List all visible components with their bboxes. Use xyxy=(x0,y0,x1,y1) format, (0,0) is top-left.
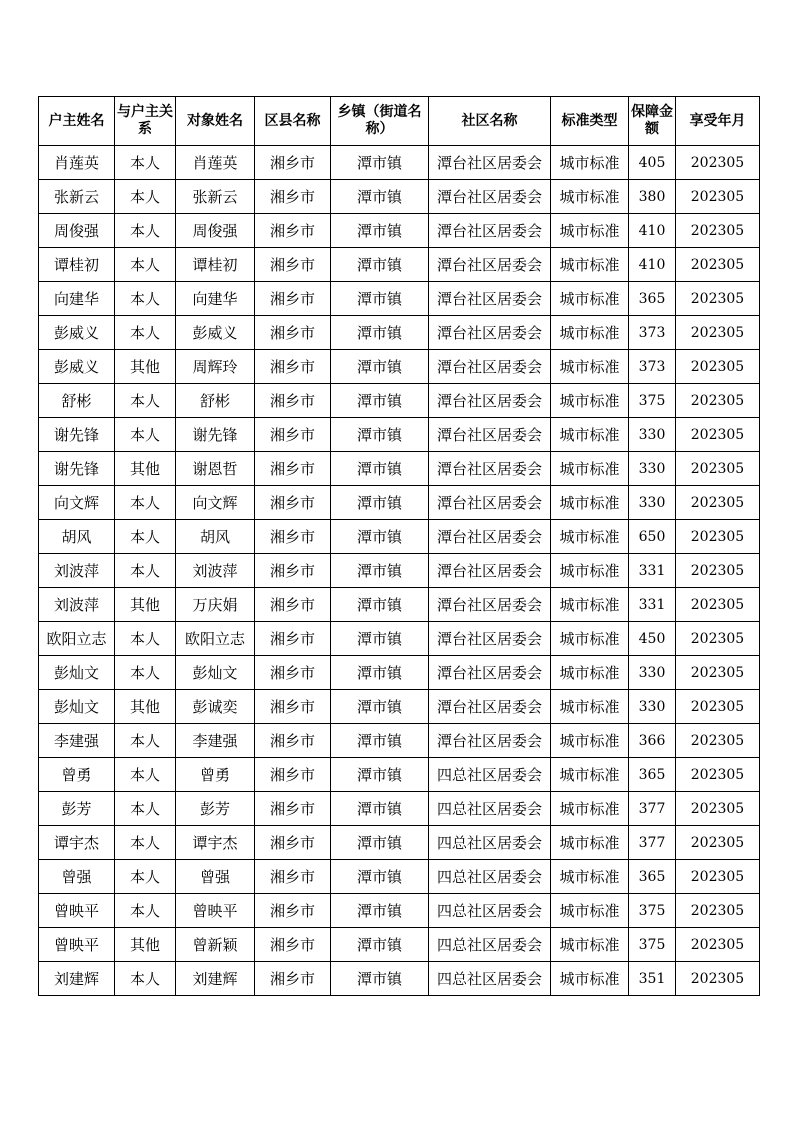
table-row xyxy=(39,418,760,452)
cell-community: 潭台社区居委会 xyxy=(429,282,551,316)
cell-recipient-name: 曾勇 xyxy=(176,758,255,792)
cell-amount: 410 xyxy=(629,248,676,282)
cell-standard-type: 城市标准 xyxy=(551,622,629,656)
cell-recipient-name: 周俊强 xyxy=(176,214,255,248)
table-row xyxy=(39,554,760,588)
cell-community: 潭台社区居委会 xyxy=(429,520,551,554)
cell-standard-type: 城市标准 xyxy=(551,384,629,418)
cell-amount: 331 xyxy=(629,588,676,622)
cell-standard-type: 城市标准 xyxy=(551,180,629,214)
cell-relation: 本人 xyxy=(115,146,176,180)
table-row xyxy=(39,792,760,826)
table-row xyxy=(39,758,760,792)
cell-standard-type: 城市标准 xyxy=(551,894,629,928)
cell-standard-type: 城市标准 xyxy=(551,554,629,588)
cell-standard-type: 城市标准 xyxy=(551,962,629,996)
cell-householder-name: 刘波萍 xyxy=(39,554,115,588)
cell-period: 202305 xyxy=(676,180,760,214)
cell-recipient-name: 彭诚奕 xyxy=(176,690,255,724)
cell-householder-name: 曾勇 xyxy=(39,758,115,792)
cell-relation: 其他 xyxy=(115,690,176,724)
cell-recipient-name: 刘波萍 xyxy=(176,554,255,588)
table-row xyxy=(39,214,760,248)
cell-standard-type: 城市标准 xyxy=(551,316,629,350)
cell-standard-type: 城市标准 xyxy=(551,928,629,962)
table-row xyxy=(39,860,760,894)
cell-standard-type: 城市标准 xyxy=(551,690,629,724)
cell-standard-type: 城市标准 xyxy=(551,214,629,248)
table-row xyxy=(39,520,760,554)
cell-amount: 373 xyxy=(629,316,676,350)
cell-standard-type: 城市标准 xyxy=(551,282,629,316)
cell-county: 湘乡市 xyxy=(255,656,331,690)
cell-community: 四总社区居委会 xyxy=(429,860,551,894)
table-row xyxy=(39,690,760,724)
cell-amount: 331 xyxy=(629,554,676,588)
cell-township: 潭市镇 xyxy=(331,724,429,758)
cell-recipient-name: 谢先锋 xyxy=(176,418,255,452)
cell-community: 四总社区居委会 xyxy=(429,962,551,996)
cell-relation: 本人 xyxy=(115,554,176,588)
cell-period: 202305 xyxy=(676,146,760,180)
table-row xyxy=(39,282,760,316)
header-community: 社区名称 xyxy=(429,97,551,146)
table-row xyxy=(39,656,760,690)
cell-householder-name: 谢先锋 xyxy=(39,418,115,452)
cell-period: 202305 xyxy=(676,452,760,486)
cell-county: 湘乡市 xyxy=(255,724,331,758)
cell-householder-name: 向建华 xyxy=(39,282,115,316)
cell-householder-name: 向文辉 xyxy=(39,486,115,520)
header-amount: 保障金额 xyxy=(629,97,676,146)
cell-recipient-name: 肖莲英 xyxy=(176,146,255,180)
header-township: 乡镇（街道名称） xyxy=(331,97,429,146)
cell-standard-type: 城市标准 xyxy=(551,452,629,486)
table-row xyxy=(39,724,760,758)
cell-recipient-name: 曾新颖 xyxy=(176,928,255,962)
cell-county: 湘乡市 xyxy=(255,180,331,214)
table-row xyxy=(39,180,760,214)
cell-householder-name: 谢先锋 xyxy=(39,452,115,486)
cell-county: 湘乡市 xyxy=(255,962,331,996)
cell-relation: 本人 xyxy=(115,418,176,452)
cell-period: 202305 xyxy=(676,384,760,418)
cell-township: 潭市镇 xyxy=(331,690,429,724)
cell-recipient-name: 曾映平 xyxy=(176,894,255,928)
cell-community: 潭台社区居委会 xyxy=(429,180,551,214)
cell-relation: 本人 xyxy=(115,180,176,214)
cell-amount: 373 xyxy=(629,350,676,384)
cell-householder-name: 彭威义 xyxy=(39,316,115,350)
header-county: 区县名称 xyxy=(255,97,331,146)
cell-standard-type: 城市标准 xyxy=(551,418,629,452)
cell-amount: 365 xyxy=(629,758,676,792)
cell-relation: 本人 xyxy=(115,724,176,758)
cell-recipient-name: 谭宇杰 xyxy=(176,826,255,860)
cell-period: 202305 xyxy=(676,894,760,928)
cell-relation: 本人 xyxy=(115,486,176,520)
cell-community: 潭台社区居委会 xyxy=(429,486,551,520)
cell-standard-type: 城市标准 xyxy=(551,486,629,520)
cell-county: 湘乡市 xyxy=(255,214,331,248)
cell-community: 潭台社区居委会 xyxy=(429,214,551,248)
table-row xyxy=(39,826,760,860)
header-standard-type: 标准类型 xyxy=(551,97,629,146)
cell-period: 202305 xyxy=(676,826,760,860)
cell-relation: 本人 xyxy=(115,282,176,316)
cell-standard-type: 城市标准 xyxy=(551,656,629,690)
cell-householder-name: 肖莲英 xyxy=(39,146,115,180)
cell-community: 四总社区居委会 xyxy=(429,792,551,826)
cell-period: 202305 xyxy=(676,962,760,996)
cell-amount: 330 xyxy=(629,690,676,724)
cell-period: 202305 xyxy=(676,214,760,248)
cell-householder-name: 胡风 xyxy=(39,520,115,554)
cell-householder-name: 舒彬 xyxy=(39,384,115,418)
cell-recipient-name: 彭灿文 xyxy=(176,656,255,690)
cell-householder-name: 周俊强 xyxy=(39,214,115,248)
cell-householder-name: 刘建辉 xyxy=(39,962,115,996)
cell-period: 202305 xyxy=(676,690,760,724)
cell-standard-type: 城市标准 xyxy=(551,520,629,554)
cell-amount: 377 xyxy=(629,826,676,860)
cell-community: 潭台社区居委会 xyxy=(429,146,551,180)
cell-recipient-name: 张新云 xyxy=(176,180,255,214)
cell-relation: 本人 xyxy=(115,520,176,554)
cell-period: 202305 xyxy=(676,248,760,282)
cell-householder-name: 欧阳立志 xyxy=(39,622,115,656)
cell-period: 202305 xyxy=(676,724,760,758)
cell-recipient-name: 向建华 xyxy=(176,282,255,316)
cell-township: 潭市镇 xyxy=(331,758,429,792)
cell-standard-type: 城市标准 xyxy=(551,724,629,758)
cell-county: 湘乡市 xyxy=(255,928,331,962)
cell-relation: 其他 xyxy=(115,928,176,962)
table-row xyxy=(39,350,760,384)
cell-relation: 本人 xyxy=(115,316,176,350)
header-row xyxy=(39,97,760,146)
cell-township: 潭市镇 xyxy=(331,384,429,418)
cell-amount: 380 xyxy=(629,180,676,214)
cell-community: 潭台社区居委会 xyxy=(429,588,551,622)
cell-householder-name: 张新云 xyxy=(39,180,115,214)
cell-relation: 本人 xyxy=(115,860,176,894)
cell-community: 潭台社区居委会 xyxy=(429,690,551,724)
header-period: 享受年月 xyxy=(676,97,760,146)
cell-county: 湘乡市 xyxy=(255,146,331,180)
cell-township: 潭市镇 xyxy=(331,486,429,520)
cell-recipient-name: 彭芳 xyxy=(176,792,255,826)
cell-community: 潭台社区居委会 xyxy=(429,316,551,350)
cell-householder-name: 曾映平 xyxy=(39,894,115,928)
cell-county: 湘乡市 xyxy=(255,622,331,656)
cell-standard-type: 城市标准 xyxy=(551,792,629,826)
cell-standard-type: 城市标准 xyxy=(551,350,629,384)
cell-county: 湘乡市 xyxy=(255,894,331,928)
table-row xyxy=(39,146,760,180)
cell-community: 潭台社区居委会 xyxy=(429,248,551,282)
cell-township: 潭市镇 xyxy=(331,962,429,996)
cell-amount: 375 xyxy=(629,928,676,962)
cell-township: 潭市镇 xyxy=(331,418,429,452)
table-row xyxy=(39,894,760,928)
cell-township: 潭市镇 xyxy=(331,520,429,554)
cell-amount: 410 xyxy=(629,214,676,248)
cell-householder-name: 彭灿文 xyxy=(39,656,115,690)
table-row xyxy=(39,962,760,996)
cell-amount: 405 xyxy=(629,146,676,180)
cell-recipient-name: 舒彬 xyxy=(176,384,255,418)
cell-period: 202305 xyxy=(676,758,760,792)
cell-county: 湘乡市 xyxy=(255,350,331,384)
cell-standard-type: 城市标准 xyxy=(551,826,629,860)
cell-amount: 365 xyxy=(629,282,676,316)
cell-householder-name: 谭桂初 xyxy=(39,248,115,282)
cell-county: 湘乡市 xyxy=(255,282,331,316)
cell-householder-name: 彭芳 xyxy=(39,792,115,826)
cell-recipient-name: 欧阳立志 xyxy=(176,622,255,656)
cell-amount: 450 xyxy=(629,622,676,656)
cell-community: 潭台社区居委会 xyxy=(429,418,551,452)
cell-township: 潭市镇 xyxy=(331,792,429,826)
cell-county: 湘乡市 xyxy=(255,452,331,486)
cell-amount: 351 xyxy=(629,962,676,996)
cell-county: 湘乡市 xyxy=(255,588,331,622)
cell-period: 202305 xyxy=(676,520,760,554)
cell-amount: 330 xyxy=(629,452,676,486)
cell-amount: 330 xyxy=(629,486,676,520)
cell-community: 四总社区居委会 xyxy=(429,758,551,792)
cell-standard-type: 城市标准 xyxy=(551,146,629,180)
cell-township: 潭市镇 xyxy=(331,656,429,690)
cell-period: 202305 xyxy=(676,282,760,316)
cell-community: 潭台社区居委会 xyxy=(429,622,551,656)
cell-township: 潭市镇 xyxy=(331,282,429,316)
table-row xyxy=(39,384,760,418)
cell-householder-name: 曾强 xyxy=(39,860,115,894)
cell-amount: 650 xyxy=(629,520,676,554)
header-relation: 与户主关系 xyxy=(115,97,176,146)
cell-township: 潭市镇 xyxy=(331,860,429,894)
cell-relation: 本人 xyxy=(115,792,176,826)
cell-relation: 本人 xyxy=(115,622,176,656)
cell-community: 潭台社区居委会 xyxy=(429,656,551,690)
cell-community: 四总社区居委会 xyxy=(429,928,551,962)
cell-amount: 377 xyxy=(629,792,676,826)
header-recipient-name: 对象姓名 xyxy=(176,97,255,146)
cell-period: 202305 xyxy=(676,792,760,826)
cell-relation: 其他 xyxy=(115,452,176,486)
cell-recipient-name: 彭威义 xyxy=(176,316,255,350)
cell-township: 潭市镇 xyxy=(331,452,429,486)
cell-householder-name: 刘波萍 xyxy=(39,588,115,622)
cell-county: 湘乡市 xyxy=(255,554,331,588)
cell-amount: 366 xyxy=(629,724,676,758)
cell-period: 202305 xyxy=(676,656,760,690)
cell-township: 潭市镇 xyxy=(331,928,429,962)
cell-relation: 本人 xyxy=(115,248,176,282)
cell-township: 潭市镇 xyxy=(331,214,429,248)
cell-community: 潭台社区居委会 xyxy=(429,724,551,758)
cell-township: 潭市镇 xyxy=(331,248,429,282)
table-row xyxy=(39,248,760,282)
cell-period: 202305 xyxy=(676,486,760,520)
cell-recipient-name: 李建强 xyxy=(176,724,255,758)
cell-householder-name: 彭灿文 xyxy=(39,690,115,724)
cell-householder-name: 谭宇杰 xyxy=(39,826,115,860)
table-body xyxy=(39,146,760,996)
cell-county: 湘乡市 xyxy=(255,384,331,418)
assistance-table xyxy=(38,96,760,996)
cell-standard-type: 城市标准 xyxy=(551,758,629,792)
cell-relation: 本人 xyxy=(115,384,176,418)
table-header xyxy=(39,97,760,146)
cell-county: 湘乡市 xyxy=(255,826,331,860)
cell-community: 四总社区居委会 xyxy=(429,826,551,860)
cell-householder-name: 李建强 xyxy=(39,724,115,758)
cell-amount: 365 xyxy=(629,860,676,894)
cell-recipient-name: 谭桂初 xyxy=(176,248,255,282)
cell-householder-name: 曾映平 xyxy=(39,928,115,962)
cell-community: 潭台社区居委会 xyxy=(429,554,551,588)
cell-county: 湘乡市 xyxy=(255,520,331,554)
cell-standard-type: 城市标准 xyxy=(551,248,629,282)
cell-recipient-name: 向文辉 xyxy=(176,486,255,520)
cell-amount: 375 xyxy=(629,894,676,928)
cell-recipient-name: 谢恩哲 xyxy=(176,452,255,486)
cell-relation: 其他 xyxy=(115,350,176,384)
cell-community: 潭台社区居委会 xyxy=(429,452,551,486)
cell-period: 202305 xyxy=(676,316,760,350)
cell-county: 湘乡市 xyxy=(255,418,331,452)
table-row xyxy=(39,622,760,656)
cell-relation: 本人 xyxy=(115,826,176,860)
cell-township: 潭市镇 xyxy=(331,350,429,384)
cell-township: 潭市镇 xyxy=(331,316,429,350)
cell-standard-type: 城市标准 xyxy=(551,860,629,894)
cell-relation: 本人 xyxy=(115,962,176,996)
header-householder-name: 户主姓名 xyxy=(39,97,115,146)
cell-recipient-name: 胡风 xyxy=(176,520,255,554)
cell-township: 潭市镇 xyxy=(331,622,429,656)
cell-community: 潭台社区居委会 xyxy=(429,350,551,384)
cell-householder-name: 彭威义 xyxy=(39,350,115,384)
cell-relation: 本人 xyxy=(115,656,176,690)
cell-standard-type: 城市标准 xyxy=(551,588,629,622)
cell-township: 潭市镇 xyxy=(331,894,429,928)
cell-recipient-name: 周辉玲 xyxy=(176,350,255,384)
cell-period: 202305 xyxy=(676,928,760,962)
cell-relation: 本人 xyxy=(115,894,176,928)
cell-county: 湘乡市 xyxy=(255,690,331,724)
cell-county: 湘乡市 xyxy=(255,486,331,520)
cell-township: 潭市镇 xyxy=(331,180,429,214)
cell-township: 潭市镇 xyxy=(331,826,429,860)
cell-period: 202305 xyxy=(676,860,760,894)
cell-period: 202305 xyxy=(676,622,760,656)
cell-relation: 其他 xyxy=(115,588,176,622)
table-row xyxy=(39,486,760,520)
cell-community: 潭台社区居委会 xyxy=(429,384,551,418)
cell-amount: 375 xyxy=(629,384,676,418)
cell-recipient-name: 曾强 xyxy=(176,860,255,894)
cell-township: 潭市镇 xyxy=(331,146,429,180)
cell-township: 潭市镇 xyxy=(331,554,429,588)
cell-county: 湘乡市 xyxy=(255,792,331,826)
cell-recipient-name: 万庆娟 xyxy=(176,588,255,622)
cell-period: 202305 xyxy=(676,554,760,588)
cell-township: 潭市镇 xyxy=(331,588,429,622)
cell-county: 湘乡市 xyxy=(255,316,331,350)
table-row xyxy=(39,452,760,486)
table-row xyxy=(39,928,760,962)
table-row xyxy=(39,316,760,350)
cell-amount: 330 xyxy=(629,656,676,690)
cell-recipient-name: 刘建辉 xyxy=(176,962,255,996)
table-row xyxy=(39,588,760,622)
cell-period: 202305 xyxy=(676,418,760,452)
cell-amount: 330 xyxy=(629,418,676,452)
cell-relation: 本人 xyxy=(115,758,176,792)
cell-relation: 本人 xyxy=(115,214,176,248)
cell-county: 湘乡市 xyxy=(255,248,331,282)
cell-county: 湘乡市 xyxy=(255,758,331,792)
cell-county: 湘乡市 xyxy=(255,860,331,894)
cell-period: 202305 xyxy=(676,350,760,384)
cell-community: 四总社区居委会 xyxy=(429,894,551,928)
cell-period: 202305 xyxy=(676,588,760,622)
